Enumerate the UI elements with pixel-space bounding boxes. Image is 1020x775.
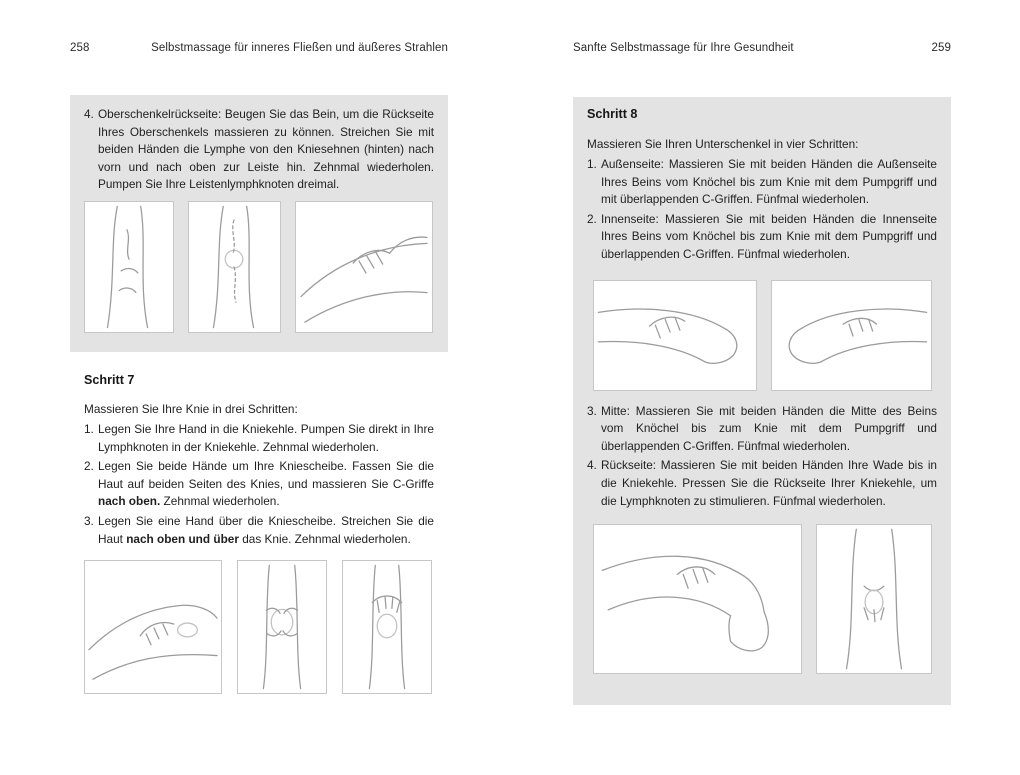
- step8-intro: Massieren Sie Ihren Unterschenkel in vier Schritten:: [587, 137, 859, 151]
- calf-massage-seated-illustration: [593, 524, 802, 674]
- hand-in-knee-hollow-illustration: [84, 560, 222, 694]
- step7-item-2: [84, 458, 434, 511]
- right-page-number: 259: [931, 42, 951, 54]
- left-running-title: Selbstmassage für inneres Fließen und äußeres Strahlen: [151, 42, 448, 54]
- figure-row-knee: [84, 560, 434, 694]
- back-of-knee-press-illustration: [816, 524, 932, 674]
- item-number: 4.: [587, 458, 597, 473]
- left-page-number: 258: [70, 42, 90, 54]
- back-of-thigh-stroke-right-illustration: [188, 201, 281, 333]
- step7-intro: Massieren Sie Ihre Knie in drei Schritten:: [84, 402, 298, 416]
- step8-item-4: [587, 457, 937, 510]
- figure-row-shin: [587, 280, 937, 391]
- step8-item-1: [587, 156, 937, 209]
- left-carryover-panel: [70, 95, 448, 352]
- hand-over-kneecap-illustration: [342, 560, 432, 694]
- step7-item-1: [84, 421, 434, 456]
- list-item-thigh-back: [84, 106, 434, 194]
- item-text: Rückseite: Massieren Sie mit beiden Händen Ihre Wade bis in die Kniekehle. Pressen Sie die Rückseite Ihrer Kniekehle, um die Lymphknoten zu stimulieren. Fünfmal wiederholen.: [601, 458, 937, 508]
- inner-shin-massage-illustration: [771, 280, 932, 391]
- item-text: Außenseite: Massieren Sie mit beiden Händen die Außenseite Ihres Beins vom Knöchel bis zum Knie mit dem Pumpgriff und mit überlappenden C-Griffen. Fünfmal wiederholen.: [601, 157, 937, 207]
- item-number: 2.: [587, 211, 597, 226]
- figure-row-calf: [587, 524, 937, 674]
- item-number: 2.: [84, 459, 94, 474]
- step8-title: Schritt 8: [587, 107, 638, 121]
- figure-row-thigh-back: [84, 201, 434, 333]
- step7-title: Schritt 7: [84, 373, 135, 387]
- hands-stroking-bent-knee-illustration: [295, 201, 433, 333]
- item-text: Legen Sie beide Hände um Ihre Kniescheibe. Fassen Sie die Haut auf beiden Seiten des Knies, und massieren Sie C-Griffe nach oben. Zehnmal wiederholen.: [98, 459, 434, 509]
- outer-shin-massage-illustration: [593, 280, 757, 391]
- item-number: 4.: [84, 107, 94, 121]
- item-number: 1.: [84, 422, 94, 436]
- item-text: Legen Sie eine Hand über die Kniescheibe. Streichen Sie die Haut nach oben und über das Knie. Zehnmal wiederholen.: [98, 513, 434, 546]
- back-of-thigh-stroke-left-illustration: [84, 201, 174, 333]
- item-text: Innenseite: Massieren Sie mit beiden Händen die Innenseite Ihres Beins vom Knöchel bis zum Knie mit dem Pumpgriff und überlappenden C-Griffen. Fünfmal wiederholen.: [601, 211, 937, 261]
- step8-panel: [573, 97, 951, 705]
- item-text: Oberschenkelrückseite: Beugen Sie das Bein, um die Rückseite Ihres Oberschenkels massieren zu können. Streichen Sie mit beiden Händen die Lymphe von den Kniesehnen (hinten) nach vorn und nach oben zur Leiste hin. Zehnmal wiederholen. Pumpen Sie Ihre Leistenlymphknoten dreimal.: [98, 107, 434, 192]
- item-number: 3.: [587, 403, 597, 418]
- step7-item-3: [84, 513, 434, 548]
- right-running-title: Sanfte Selbstmassage für Ihre Gesundheit: [573, 42, 794, 54]
- step8-item-3: [587, 403, 937, 456]
- item-number: 1.: [587, 157, 597, 171]
- item-text: Mitte: Massieren Sie mit beiden Händen die Mitte des Beins vom Knöchel bis zum Knie mit dem Pumpgriff und überlappenden C-Griffen. Fünfmal wiederholen.: [601, 403, 937, 453]
- item-number: 3.: [84, 513, 94, 528]
- hands-around-kneecap-illustration: [237, 560, 327, 694]
- step8-item-2: [587, 211, 937, 264]
- item-text: Legen Sie Ihre Hand in die Kniekehle. Pumpen Sie direkt in Ihre Lymphknoten in der Kniekehle. Zehnmal wiederholen.: [98, 422, 434, 454]
- step7-section: [70, 352, 448, 694]
